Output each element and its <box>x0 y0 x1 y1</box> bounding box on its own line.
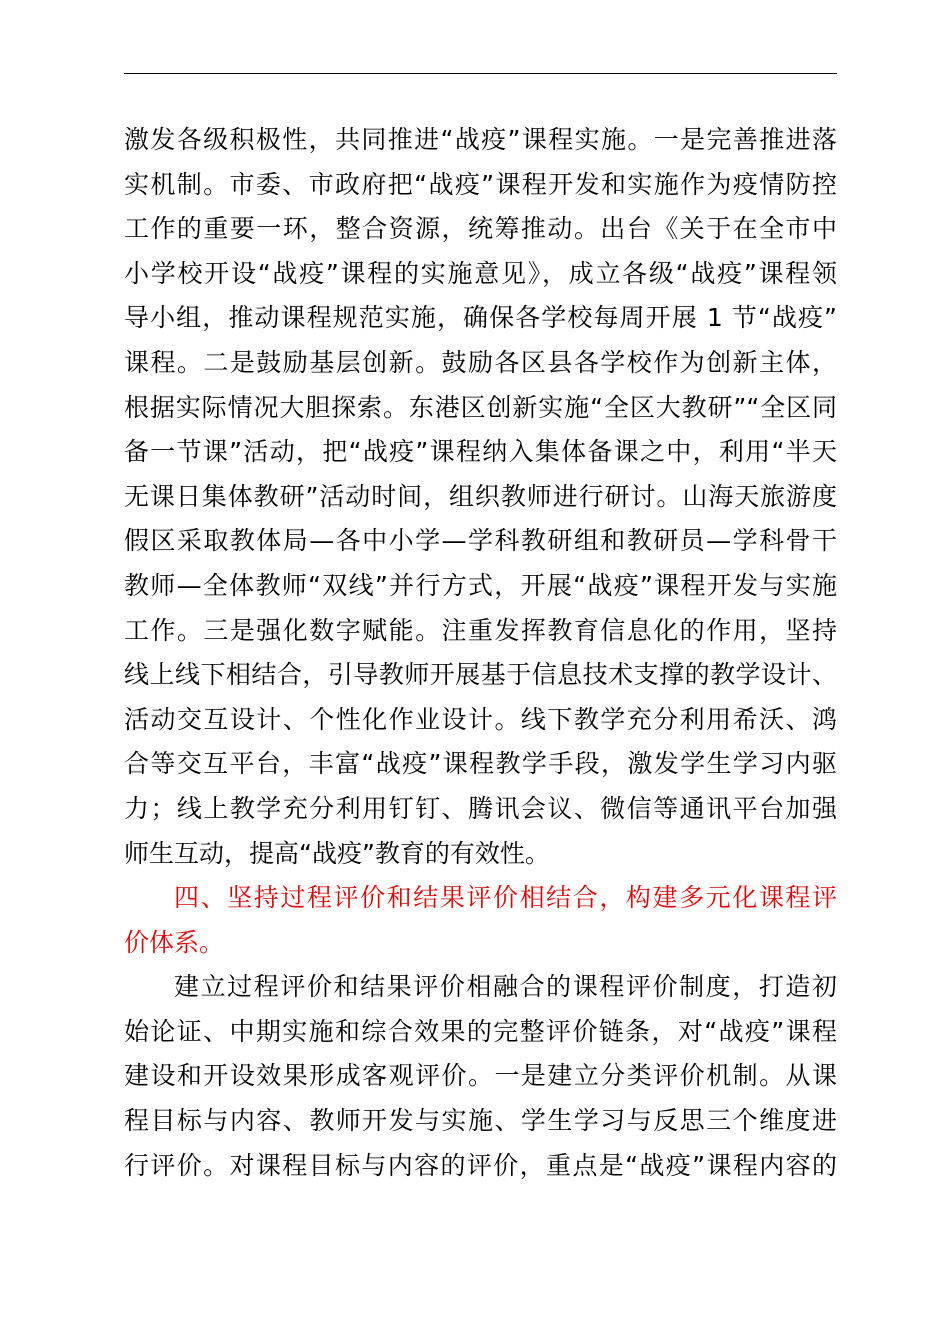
text-line: 根据实际情况大胆探索。东港区创新实施“全区大教研”“全区同 <box>124 392 837 422</box>
text-line: 假区采取教体局—各中小学—学科教研组和教研员—学科骨干 <box>124 526 837 556</box>
text-line: 师生互动，提高“战疫”教育的有效性。 <box>124 838 550 868</box>
heading-line: 四、坚持过程评价和结果评价相结合，构建多元化课程评 <box>174 883 837 913</box>
text-line: 行评价。对课程目标与内容的评价，重点是“战疫”课程内容的 <box>124 1150 837 1180</box>
text-line: 建立过程评价和结果评价相融合的课程评价制度，打造初 <box>174 972 837 1002</box>
text-line: 无课日集体教研”活动时间，组织教师进行研讨。山海天旅游度 <box>124 481 837 511</box>
text-line: 工作。三是强化数字赋能。注重发挥教育信息化的作用，坚持 <box>124 615 837 645</box>
text-line: 活动交互设计、个性化作业设计。线下教学充分利用希沃、鸿 <box>124 704 837 734</box>
text-line: 工作的重要一环，整合资源，统筹推动。出台《关于在全市中 <box>124 214 837 244</box>
paragraph-1 <box>124 118 837 876</box>
text-line: 实机制。市委、市政府把“战疫”课程开发和实施作为疫情防控 <box>124 169 837 199</box>
text-line: 小学校开设“战疫”课程的实施意见》，成立各级“战疫”课程领 <box>124 258 837 288</box>
text-line: 备一节课”活动，把“战疫”课程纳入集体备课之中，利用“半天 <box>124 437 837 467</box>
text-line: 线上线下相结合，引导教师开展基于信息技术支撑的教学设计、 <box>124 660 837 690</box>
paragraph-2 <box>124 965 837 1188</box>
text-line: 始论证、中期实施和综合效果的完整评价链条，对“战疫”课程 <box>124 1016 837 1046</box>
text-line: 力；线上教学充分利用钉钉、腾讯会议、微信等通讯平台加强 <box>124 793 837 823</box>
text-line: 建设和开设效果形成客观评价。一是建立分类评价机制。从课 <box>124 1061 837 1091</box>
text-line: 课程。二是鼓励基层创新。鼓励各区县各学校作为创新主体， <box>124 347 837 377</box>
heading-line: 价体系。 <box>124 927 225 957</box>
text-line: 合等交互平台，丰富“战疫”课程教学手段，激发学生学习内驱 <box>124 749 837 779</box>
text-line: 教师—全体教师“双线”并行方式，开展“战疫”课程开发与实施 <box>124 570 837 600</box>
document-body <box>124 118 837 1188</box>
section-heading <box>124 876 837 965</box>
text-line: 程目标与内容、教师开发与实施、学生学习与反思三个维度进 <box>124 1106 837 1136</box>
text-line: 激发各级积极性，共同推进“战疫”课程实施。一是完善推进落 <box>124 125 837 154</box>
text-line: 导小组，推动课程规范实施，确保各学校每周开展 1 节“战疫” <box>124 303 837 333</box>
header-rule <box>124 73 837 74</box>
